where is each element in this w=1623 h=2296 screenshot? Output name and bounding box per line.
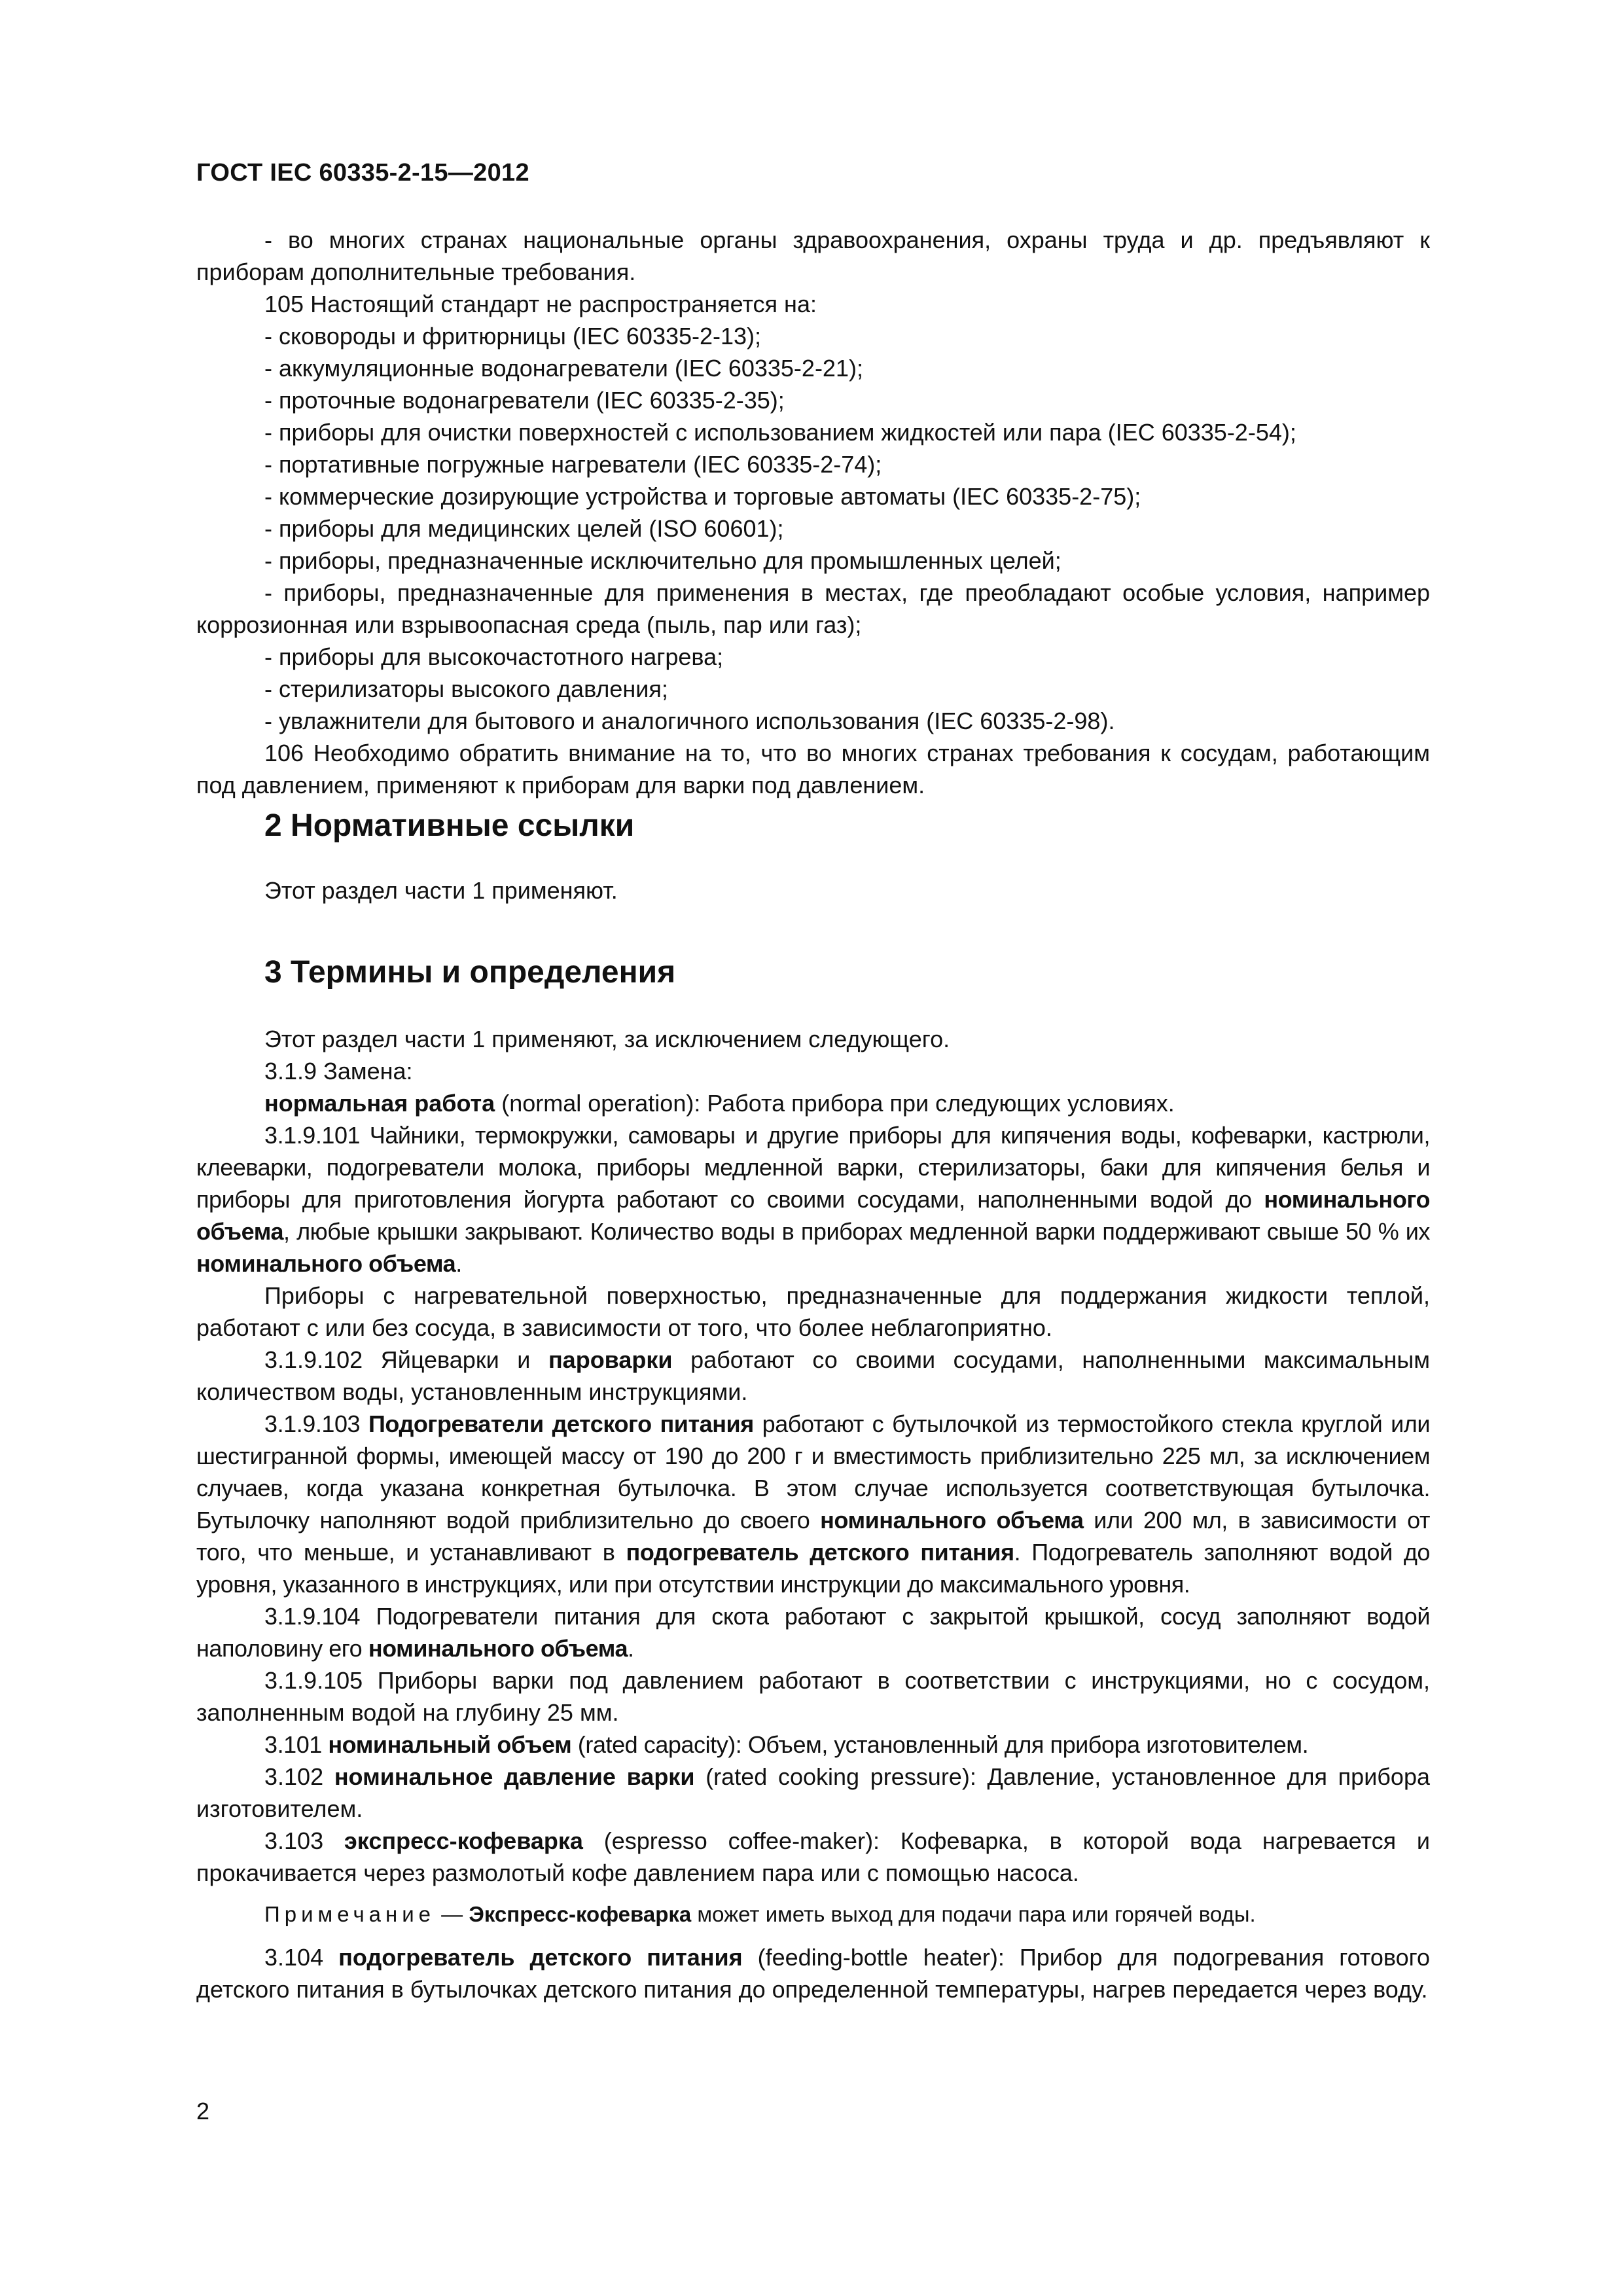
section-2 xyxy=(196,806,1430,846)
section-2-text: Этот раздел части 1 применяют. xyxy=(264,877,618,904)
section-2-body xyxy=(196,874,1430,906)
definition-3-101: 3.101 номинальный объем (rated capacity): Объем, установленный для прибора изготовителем. xyxy=(264,1731,1309,1758)
exclusion-item: - коммерческие дозирующие устройства и торговые автоматы (IEC 60335-2-75); xyxy=(264,483,1141,510)
term-rated-cooking-pressure: номинальное давление варки xyxy=(334,1763,695,1790)
term-steamers: пароварки xyxy=(548,1346,673,1373)
exclusion-item: - проточные водонагреватели (IEC 60335-2-35); xyxy=(264,387,785,414)
exclusion-item: - приборы, предназначенные для применения в местах, где преобладают особые условия, например коррозионная или взрывоопасная среда (пыль, пар или газ); xyxy=(196,579,1430,638)
exclusion-item: - приборы, предназначенные исключительно для промышленных целей; xyxy=(264,547,1061,574)
clause-3-1-9-103: 3.1.9.103 Подогреватели детского питания работают с бутылочкой из термостойкого стекла круглой или шестигранной формы, имеющей массу от 190 до 200 г и вместимость приблизительно 225 мл, за исключением случаев, когда указана конкретная бутылочка. В этом случае используется соответствующая бутылочка. Бутылочку наполняют водой приблизительно до своего номинального объема или 200 мл, в зависимости от того, что меньше, и устанавливают в подогреватель детского питания. Подогреватель заполняют водой до уровня, указанного в инструкциях, или при отсутствии инструкции до максимального уровня. xyxy=(196,1410,1430,1598)
exclusion-item: - стерилизаторы высокого давления; xyxy=(264,675,668,702)
definition-3-104: 3.104 подогреватель детского питания (feeding-bottle heater): Прибор для подогревания готового детского питания в бутылочках детского питания до определенной температуры, нагрев передается через воду. xyxy=(196,1944,1431,2003)
exclusion-item: - приборы для медицинских целей (ISO 60601); xyxy=(264,515,784,542)
clause-3-1-9-101: 3.1.9.101 Чайники, термокружки, самовары и другие приборы для кипячения воды, кофеварки, кастрюли, клееварки, подогреватели молока, приборы медленной варки, стерилизаторы, баки для кипячения белья и приборы для приготовления йогурта работают со своими сосудами, наполненными водой до номинального объема, любые крышки закрывают. Количество воды в приборах медленной варки поддерживают свыше 50 % их номинального объема. xyxy=(196,1122,1430,1277)
exclusion-item: - аккумуляционные водонагреватели (IEC 60335-2-21); xyxy=(264,355,863,382)
intro-block xyxy=(196,224,1430,801)
clause-3-1-9: 3.1.9 Замена: xyxy=(264,1058,413,1085)
definition-3-102: 3.102 номинальное давление варки (rated cooking pressure): Давление, установленное для прибора изготовителем. xyxy=(196,1763,1430,1822)
term-feeding-bottle-heater: подогреватель детского питания xyxy=(626,1539,1014,1566)
note-espresso: Примечание — Экспресс-кофеварка может иметь выход для подачи пара или горячей воды. xyxy=(264,1902,1256,1926)
exclusion-item: - приборы для высокочастотного нагрева; xyxy=(264,643,724,670)
exclusion-item: - приборы для очистки поверхностей с использованием жидкостей или пара (IEC 60335-2-54); xyxy=(264,419,1296,446)
term-normal-operation: нормальная работа xyxy=(264,1090,495,1117)
term-rated-capacity: номинального объема xyxy=(820,1507,1084,1534)
paragraph-106: 106 Необходимо обратить внимание на то, что во многих странах требования к сосудам, работающим под давлением, применяют к приборам для варки под давлением. xyxy=(196,740,1430,798)
exclusion-item: - портативные погружные нагреватели (IEC 60335-2-74); xyxy=(264,451,882,478)
definition-normal-operation: нормальная работа (normal operation): Работа прибора при следующих условиях. xyxy=(264,1090,1175,1117)
section-3-body xyxy=(196,1023,1430,2005)
clause-heating-surface: Приборы с нагревательной поверхностью, предназначенные для поддержания жидкости теплой, работают с или без сосуда, в зависимости от того, что более неблагоприятно. xyxy=(196,1282,1430,1341)
exclusion-item: - увлажнители для бытового и аналогичного использования (IEC 60335-2-98). xyxy=(264,708,1115,734)
section-3-heading: 3 Термины и определения xyxy=(264,955,676,990)
section-3 xyxy=(196,953,1430,992)
exclusion-item: - сковороды и фритюрницы (IEC 60335-2-13); xyxy=(264,323,762,350)
paragraph-national-bodies: - во многих странах национальные органы здравоохранения, охраны труда и др. предъявляют к приборам дополнительные требования. xyxy=(196,226,1430,285)
term-rated-capacity: номинального объема xyxy=(196,1250,456,1277)
clause-3-1-9-104: 3.1.9.104 Подогреватели питания для скота работают с закрытой крышкой, сосуд заполняют водой наполовину его номинального объема. xyxy=(196,1603,1430,1662)
term-rated-capacity: номинального объема xyxy=(196,1186,1430,1245)
note-label: Примечание xyxy=(264,1902,436,1926)
definition-3-103: 3.103 экспресс-кофеварка (espresso coffee-maker): Кофеварка, в которой вода нагревается и прокачивается через размолотый кофе давлением пара или с помощью насоса. xyxy=(196,1827,1430,1886)
clause-3-1-9-102: 3.1.9.102 Яйцеварки и пароварки работают со своими сосудами, наполненными максимальным количеством воды, установленным инструкциями. xyxy=(196,1346,1430,1405)
term-feeding-bottle-heaters: Подогреватели детского питания xyxy=(368,1410,754,1437)
section-3-intro: Этот раздел части 1 применяют, за исключением следующего. xyxy=(264,1026,950,1052)
page-number: 2 xyxy=(196,2098,210,2125)
term-rated-capacity: номинального объема xyxy=(368,1635,628,1662)
term-feeding-bottle-heater-def: подогреватель детского питания xyxy=(338,1944,743,1971)
clause-3-1-9-105: 3.1.9.105 Приборы варки под давлением работают в соответствии с инструкциями, но с сосудом, заполненным водой на глубину 25 мм. xyxy=(196,1667,1430,1726)
paragraph-105-title: 105 Настоящий стандарт не распространяется на: xyxy=(264,291,817,317)
document-header: ГОСТ IEC 60335-2-15—2012 xyxy=(196,159,529,187)
note-term: Экспресс-кофеварка xyxy=(469,1902,692,1926)
term-espresso-coffee-maker: экспресс-кофеварка xyxy=(344,1827,583,1854)
section-2-heading: 2 Нормативные ссылки xyxy=(264,808,635,843)
term-rated-capacity-def: номинальный объем xyxy=(328,1731,572,1758)
